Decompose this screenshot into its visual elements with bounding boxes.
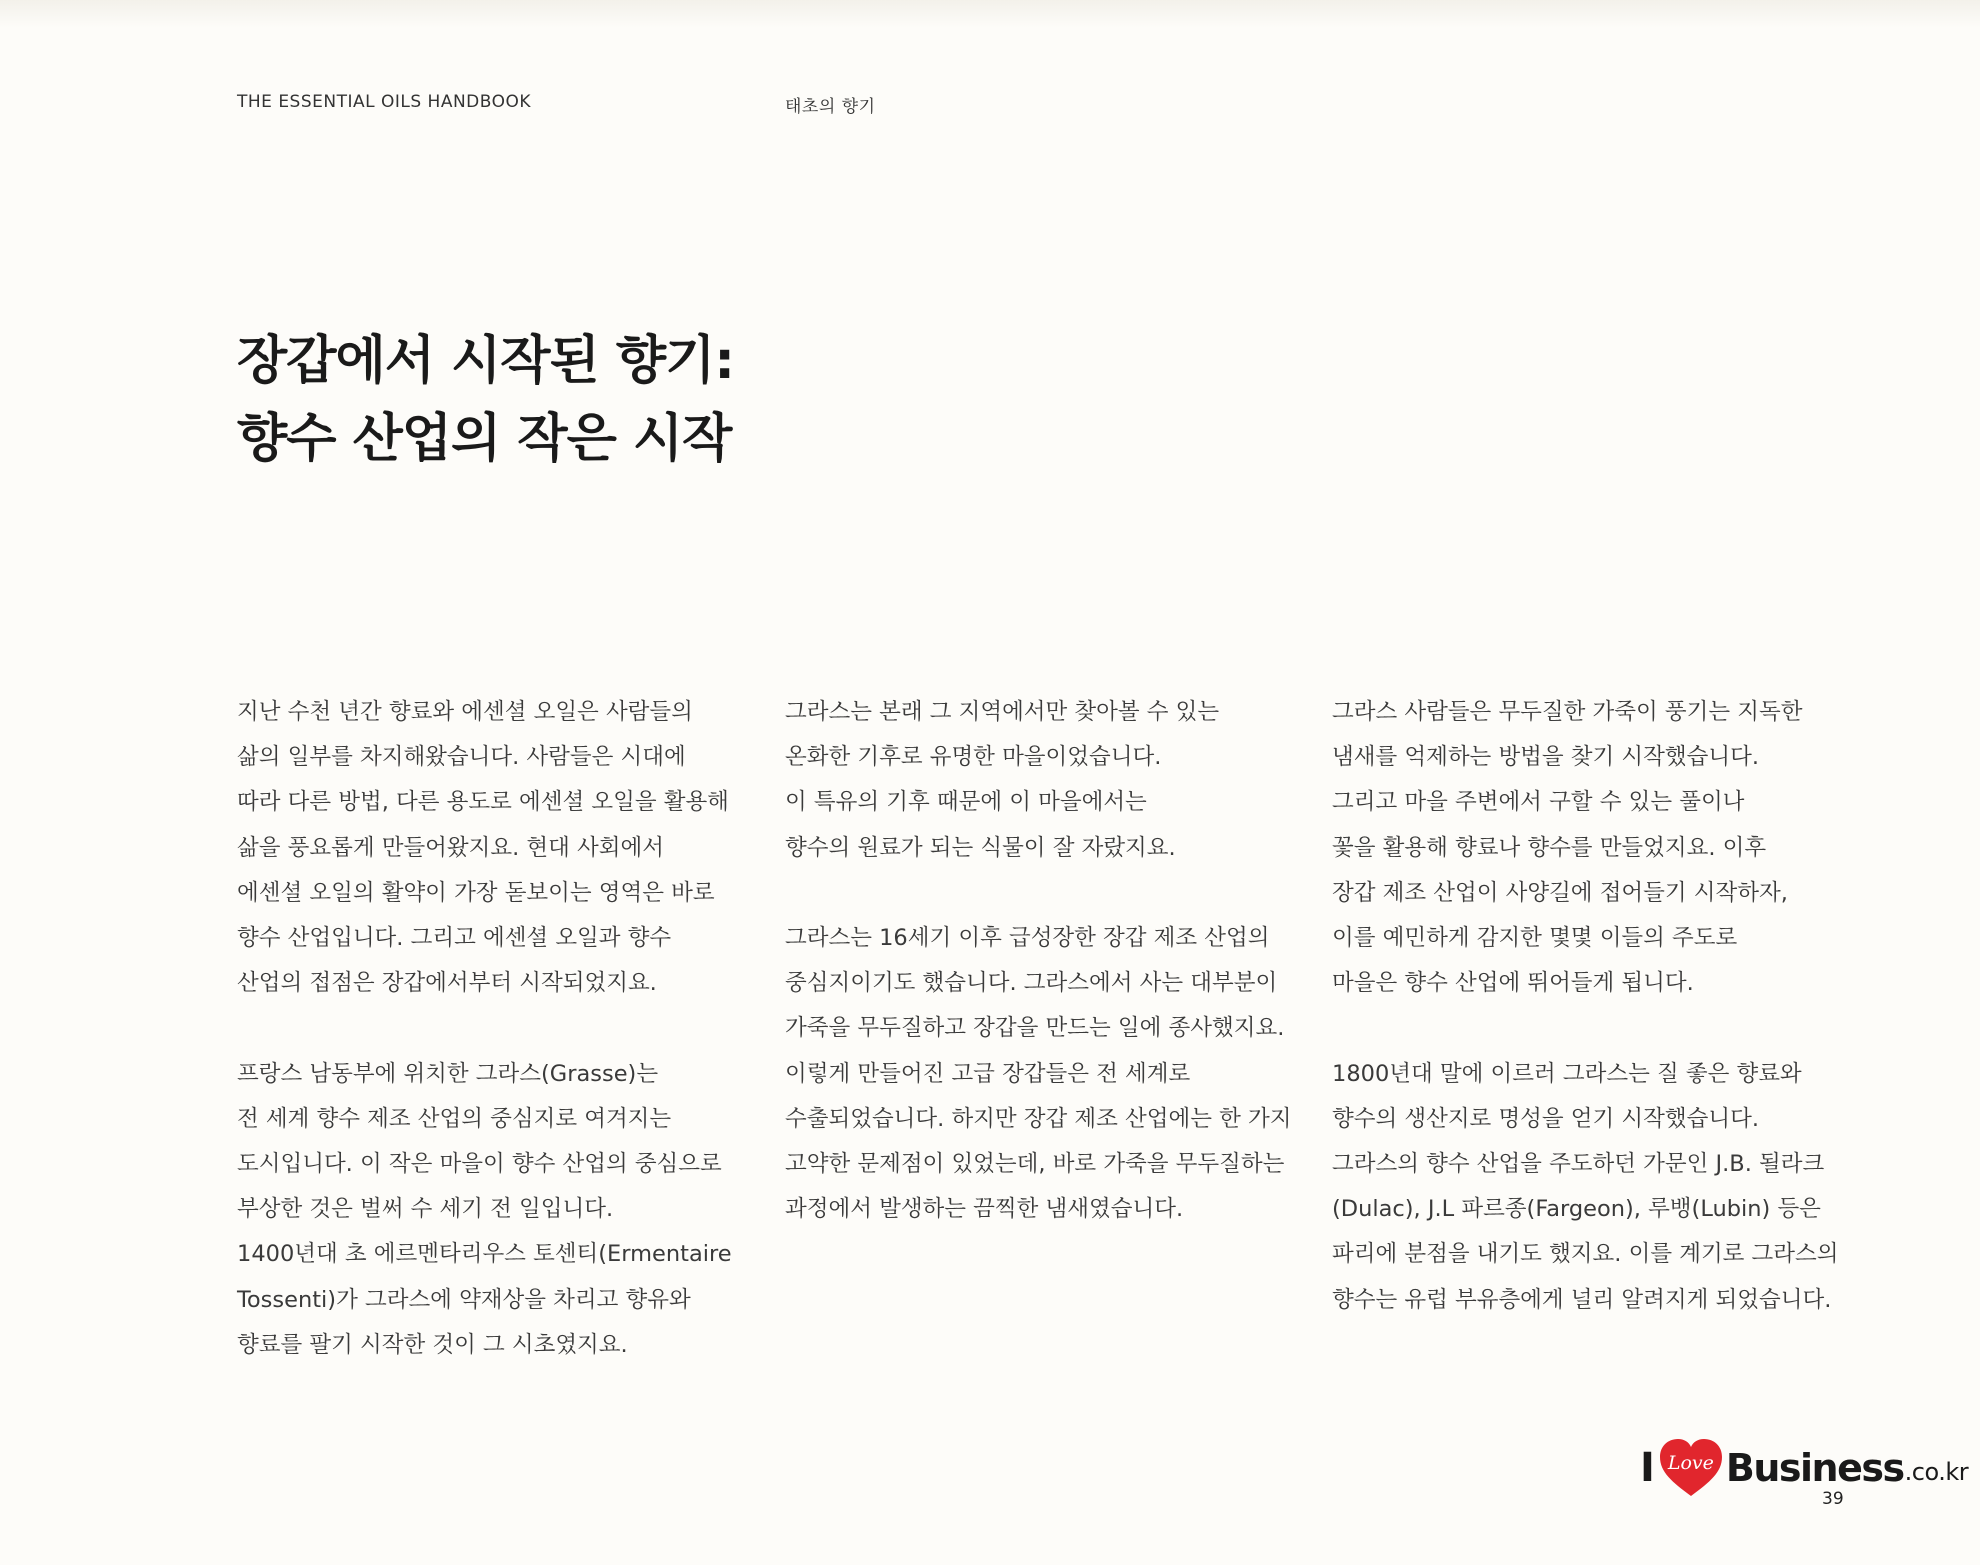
paragraph — [1332, 690, 1862, 1006]
publisher-logo — [1640, 1438, 1968, 1498]
text-line: 향수는 유럽 부유층에게 널리 알려지게 되었습니다. — [1332, 1286, 1832, 1313]
logo-love-text: Love — [1667, 1452, 1714, 1474]
text-line: 이 특유의 기후 때문에 이 마을에서는 — [785, 789, 1147, 816]
article-title-line-1: 장갑에서 시작된 향기: — [237, 331, 735, 391]
running-head-book-title: THE ESSENTIAL OILS HANDBOOK — [237, 92, 532, 112]
paragraph — [785, 916, 1315, 1232]
page-number: 39 — [1822, 1489, 1844, 1509]
text-line: 부상한 것은 벌써 수 세기 전 일입니다. — [237, 1196, 614, 1223]
paragraph — [237, 1052, 767, 1368]
text-line: 그라스의 향수 산업을 주도하던 가문인 J.B. 될라크 — [1332, 1151, 1825, 1178]
text-line: (Dulac), J.L 파르종(Fargeon), 루뱅(Lubin) 등은 — [1332, 1196, 1821, 1223]
text-line: 에센셜 오일의 활약이 가장 돋보이는 영역은 바로 — [237, 879, 715, 906]
logo-brand-text: Business — [1725, 1446, 1904, 1490]
text-line: 장갑 제조 산업이 사양길에 접어들기 시작하자, — [1332, 879, 1788, 906]
heart-icon — [1658, 1438, 1724, 1498]
text-line: 온화한 기후로 유명한 마을이었습니다. — [785, 744, 1162, 771]
text-line: 향수의 생산지로 명성을 얻기 시작했습니다. — [1332, 1105, 1759, 1132]
text-line: 과정에서 발생하는 끔찍한 냄새였습니다. — [785, 1196, 1184, 1223]
text-line: 꽃을 활용해 향료나 향수를 만들었지요. 이후 — [1332, 834, 1767, 861]
text-line: 중심지이기도 했습니다. 그라스에서 사는 대부분이 — [785, 970, 1278, 997]
article-title-line-2: 향수 산업의 작은 시작 — [237, 409, 732, 469]
text-line: 도시입니다. 이 작은 마을이 향수 산업의 중심으로 — [237, 1151, 722, 1178]
body-column-2 — [785, 690, 1315, 1232]
text-line: 그라스는 본래 그 지역에서만 찾아볼 수 있는 — [785, 699, 1220, 725]
text-line: 1800년대 말에 이르러 그라스는 질 좋은 향료와 — [1332, 1060, 1802, 1087]
text-line: 수출되었습니다. 하지만 장갑 제조 산업에는 한 가지 — [785, 1105, 1292, 1132]
page-top-edge — [0, 0, 1980, 28]
paragraph — [237, 690, 767, 1006]
text-line: 향료를 팔기 시작한 것이 그 시초였지요. — [237, 1331, 628, 1358]
text-line: 삶의 일부를 차지해왔습니다. 사람들은 시대에 — [237, 744, 686, 771]
text-line: 냄새를 억제하는 방법을 찾기 시작했습니다. — [1332, 744, 1759, 771]
logo-letter-i: I — [1640, 1445, 1655, 1491]
text-line: 1400년대 초 에르멘타리우스 토센티(Ermentaire — [237, 1241, 732, 1268]
text-line: 그라스는 16세기 이후 급성장한 장갑 제조 산업의 — [785, 925, 1270, 951]
text-line: 마을은 향수 산업에 뛰어들게 됩니다. — [1332, 970, 1694, 997]
paragraph — [785, 690, 1315, 871]
text-line: 삶을 풍요롭게 만들어왔지요. 현대 사회에서 — [237, 834, 664, 861]
text-line: 고약한 문제점이 있었는데, 바로 가죽을 무두질하는 — [785, 1151, 1285, 1178]
running-head-chapter-title: 태초의 향기 — [785, 97, 876, 117]
paragraph — [1332, 1052, 1862, 1323]
text-line: 전 세계 향수 제조 산업의 중심지로 여겨지는 — [237, 1105, 672, 1132]
text-line: 프랑스 남동부에 위치한 그라스(Grasse)는 — [237, 1060, 659, 1087]
text-line: 그라스 사람들은 무두질한 가죽이 풍기는 지독한 — [1332, 699, 1803, 725]
article-title — [237, 322, 734, 478]
text-line: 향수의 원료가 되는 식물이 잘 자랐지요. — [785, 834, 1176, 861]
text-line: 산업의 접점은 장갑에서부터 시작되었지요. — [237, 970, 657, 997]
text-line: 이렇게 만들어진 고급 장갑들은 전 세계로 — [785, 1060, 1191, 1087]
text-line: 파리에 분점을 내기도 했지요. 이를 계기로 그라스의 — [1332, 1241, 1839, 1268]
text-line: 지난 수천 년간 향료와 에센셜 오일은 사람들의 — [237, 699, 693, 725]
text-line: 그리고 마을 주변에서 구할 수 있는 풀이나 — [1332, 789, 1745, 816]
body-column-3 — [1332, 690, 1862, 1323]
logo-domain-text: .co.kr — [1904, 1458, 1969, 1486]
text-line: 이를 예민하게 감지한 몇몇 이들의 주도로 — [1332, 925, 1738, 952]
body-column-1 — [237, 690, 767, 1368]
text-line: Tossenti)가 그라스에 약재상을 차리고 향유와 — [237, 1286, 691, 1313]
text-line: 가죽을 무두질하고 장갑을 만드는 일에 종사했지요. — [785, 1015, 1285, 1042]
text-line: 따라 다른 방법, 다른 용도로 에센셜 오일을 활용해 — [237, 789, 729, 816]
text-line: 향수 산업입니다. 그리고 에센셜 오일과 향수 — [237, 925, 672, 952]
